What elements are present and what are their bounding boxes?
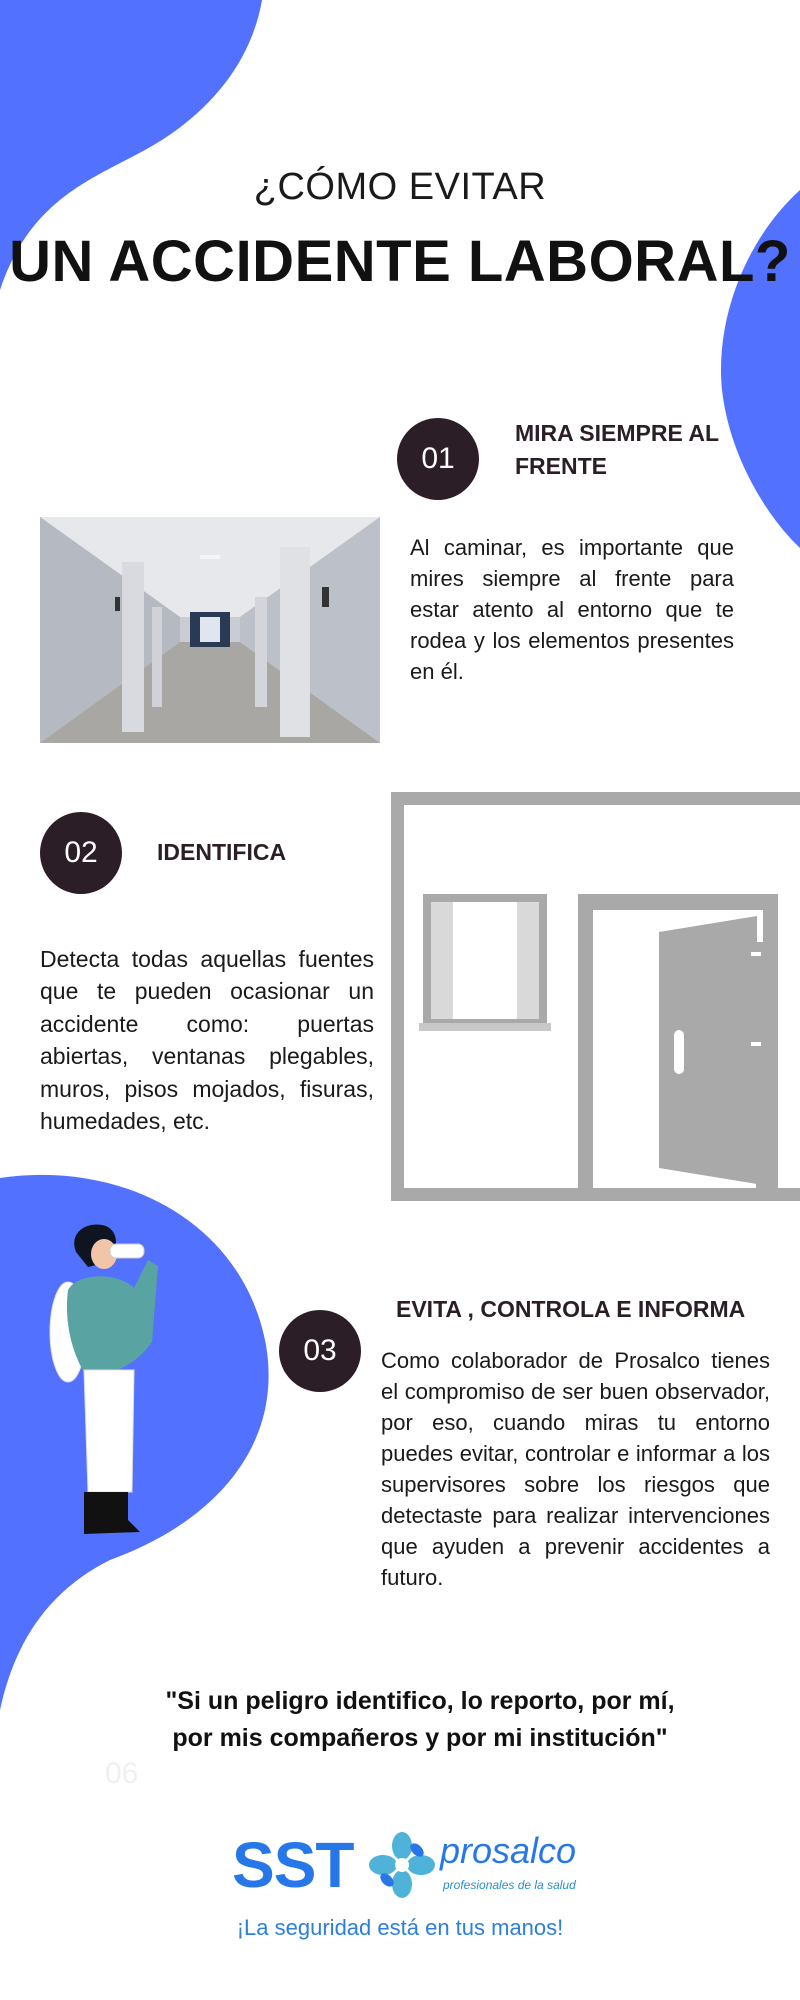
- brand-name: prosalco: [440, 1830, 577, 1871]
- step-heading: EVITA , CONTROLA E INFORMA: [396, 1296, 746, 1322]
- step-heading-line: MIRA SIEMPRE AL: [515, 420, 720, 446]
- step-body: Detecta todas aquellas fuentes que te pueden ocasionar un accidente como: puertas abiertas, ventanas plegables, muros, pisos mojados, fisuras, humedades, etc.: [40, 946, 374, 1135]
- step-number-badge: 01: [397, 418, 479, 500]
- step-heading: [515, 417, 775, 483]
- step-heading: IDENTIFICA: [157, 839, 287, 865]
- person-binoculars-illustration: [48, 1222, 168, 1552]
- hallway-photo: [40, 517, 380, 743]
- quote-line: por mis compañeros y por mi institución": [172, 1724, 668, 1752]
- prosalco-logo-icon: [367, 1830, 437, 1900]
- step-number-badge: 02: [40, 812, 122, 894]
- quote-line: "Si un peligro identifico, lo reporto, por mí,: [165, 1687, 675, 1715]
- step-number-badge: 03: [279, 1310, 361, 1392]
- page-title: UN ACCIDENTE LABORAL?: [9, 229, 791, 294]
- closing-quote: [0, 1683, 800, 1757]
- sst-logo-text: SST: [232, 1829, 354, 1901]
- header-subtitle: ¿CÓMO EVITAR: [253, 166, 547, 208]
- ghost-number: 06: [105, 1757, 139, 1790]
- step-heading-line: FRENTE: [515, 453, 607, 479]
- slogan: ¡La seguridad está en tus manos!: [236, 1915, 564, 1940]
- step-body: Como colaborador de Prosalco tienes el compromiso de ser buen observador, por eso, cuando miras tu entorno puedes evitar, controlar e informar a los supervisores sobre los riesgos que detectaste para realizar intervenciones que ayuden a prevenir accidentes a futuro.: [381, 1348, 770, 1590]
- step-body: Al caminar, es importante que mires siempre al frente para estar atento al entorno que te rodea y los elementos presentes en él.: [410, 535, 734, 684]
- window-door-illustration: [391, 792, 800, 1201]
- brand-tagline: profesionales de la salud: [443, 1878, 576, 1892]
